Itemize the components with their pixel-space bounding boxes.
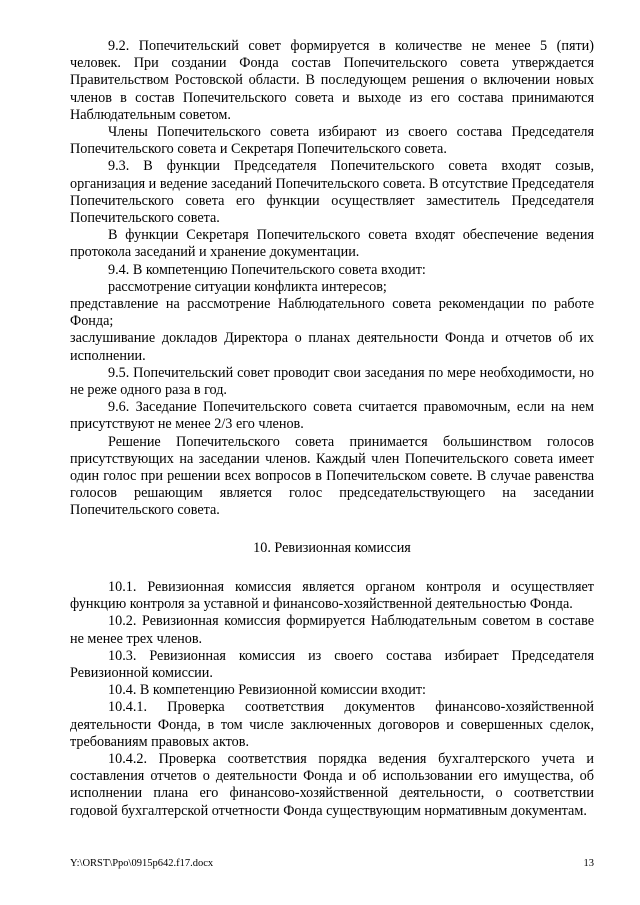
section-heading: 10. Ревизионная комиссия — [253, 539, 411, 556]
paragraph-secretary: В функции Секретаря Попечительского совета входят обеспечение ведения протокола заседаний и хранение документации. — [70, 227, 594, 261]
list-item-recommendation: представление на рассмотрение Наблюдательного совета рекомендации по работе Фонда; — [70, 296, 594, 330]
list-item-conflict: рассмотрение ситуации конфликта интересов; — [108, 278, 387, 295]
paragraph-members: Члены Попечительского совета избирают из своего состава Председателя Попечительского совета и Секретаря Попечительского совета. — [70, 124, 594, 158]
paragraph-10-1: 10.1. Ревизионная комиссия является органом контроля и осуществляет функцию контроля за уставной и финансово-хозяйственной деятельностью Фонда. — [70, 578, 594, 613]
paragraph-9-4: 9.4. В компетенцию Попечительского совета входит: — [108, 261, 426, 278]
paragraph-10-2: 10.2. Ревизионная комиссия формируется Наблюдательным советом в составе не менее трех членов. — [70, 613, 594, 647]
paragraph-10-3: 10.3. Ревизионная комиссия из своего состава избирает Председателя Ревизионной комиссии. — [70, 647, 594, 681]
paragraph-10-4-1: 10.4.1. Проверка соответствия документов финансово-хозяйственной деятельности Фонда, в том числе заключенных договоров и совершенных сделок, требованиям правовых актов. — [70, 699, 594, 750]
paragraph-9-5: 9.5. Попечительский совет проводит свои заседания по мере необходимости, но не реже одного раза в год. — [70, 364, 594, 399]
document-body — [70, 38, 594, 820]
footer-page-number: 13 — [583, 858, 594, 869]
list-item-reports: заслушивание докладов Директора о планах деятельности Фонда и отчетов об их исполнении. — [70, 330, 594, 364]
paragraph-decision: Решение Попечительского совета принимается большинством голосов присутствующих на заседании членов. Каждый член Попечительского совета имеет один голос при решении всех вопросов в Попечительском совете. В случае равенства голосов решающим является голос председательствующего на заседании Попечительского совета. — [70, 433, 594, 519]
paragraph-9-6: 9.6. Заседание Попечительского совета считается правомочным, если на нем присутствуют не менее 2/3 его членов. — [70, 399, 594, 433]
footer-file-path: Y:\ORST\Ppo\0915p642.f17.docx — [70, 858, 214, 869]
paragraph-9-3: 9.3. В функции Председателя Попечительского совета входят созыв, организация и ведение заседаний Попечительского совета. В отсутствие Председателя Попечительского совета его функции осуществляет заместитель Председателя Попечительского совета. — [70, 158, 594, 227]
paragraph-10-4: 10.4. В компетенцию Ревизионной комиссии входит: — [108, 682, 426, 699]
paragraph-9-2: 9.2. Попечительский совет формируется в количестве не менее 5 (пяти) человек. При создании Фонда состав Попечительского совета утверждается Правительством Ростовской области. В последующем решения о включении новых членов в состав Попечительского совета и выходе из его состава принимаются Наблюдательным советом. — [70, 38, 594, 123]
page-footer — [70, 855, 594, 872]
paragraph-10-4-2: 10.4.2. Проверка соответствия порядка ведения бухгалтерского учета и составления отчетов о деятельности Фонда и об использовании его имущества, об исполнении плана его финансово-хозяйственной деятельности, о соответствии годовой бухгалтерской отчетности Фонда существующим нормативным документам. — [70, 750, 594, 819]
